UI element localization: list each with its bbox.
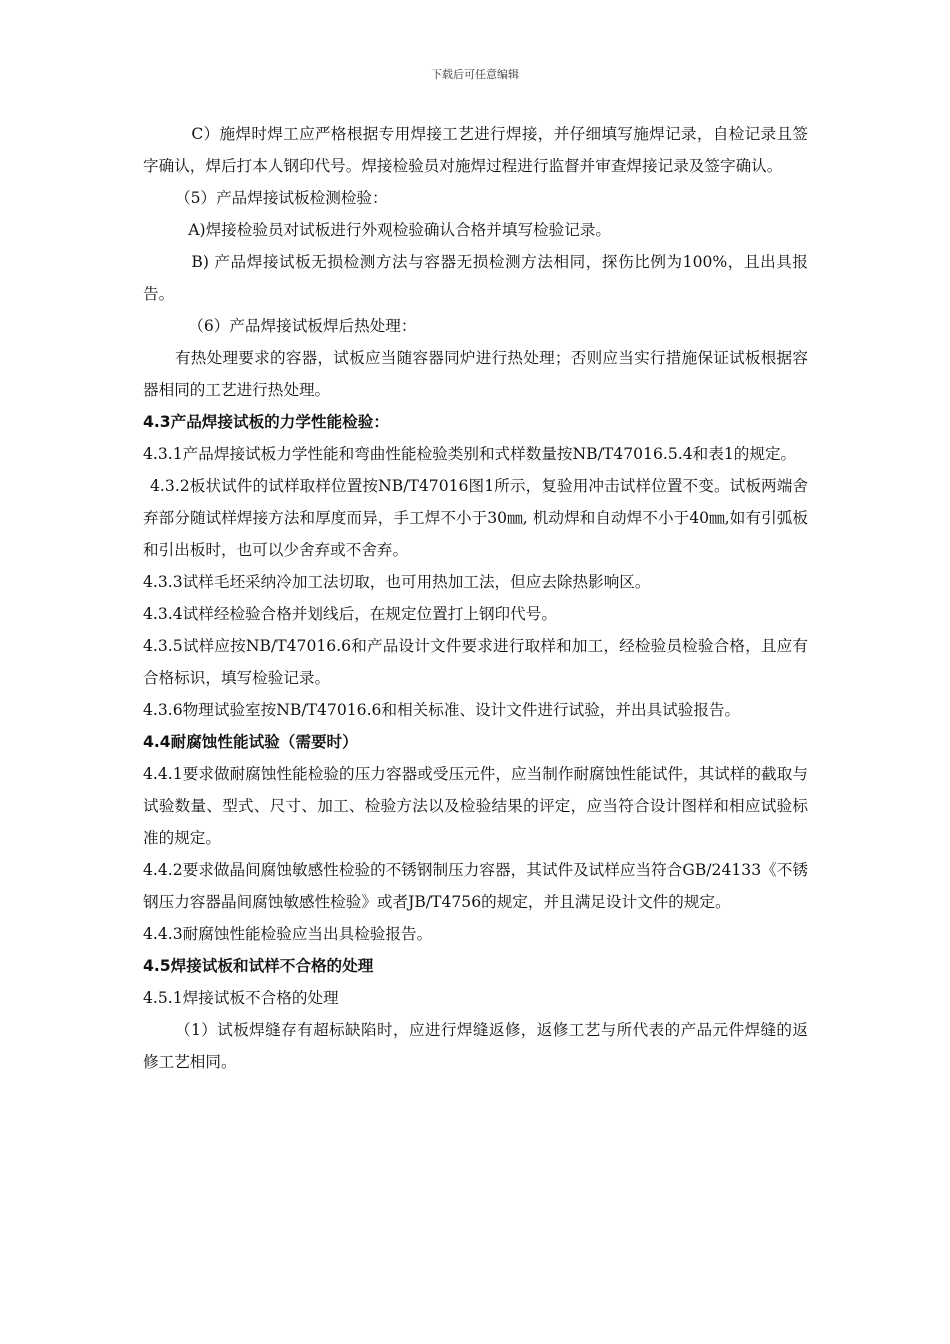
paragraph-6-heat-treatment: （6）产品焊接试板焊后热处理： [188,317,417,335]
paragraph-b-ndt: B) 产品焊接试板无损检测方法与容器无损检测方法相同，探伤比例为100%，且出具报告。 [143,253,808,303]
page-header: 下载后可任意编辑 [431,68,519,81]
paragraph-4-4-3: 4.4.3耐腐蚀性能检验应当出具检验报告。 [143,925,433,943]
paragraph-4-5-1-item-1: （1）试板焊缝存有超标缺陷时，应进行焊缝返修，返修工艺与所代表的产品元件焊缝的返修工艺相同。 [143,1021,808,1071]
paragraph-4-5-1: 4.5.1焊接试板不合格的处理 [143,989,339,1007]
section-heading-4-5: 4.5焊接试板和试样不合格的处理 [143,957,374,975]
paragraph-4-3-2: 4.3.2板状试件的试样取样位置按NB/T47016图1所示，复验用冲击试样位置不变。试板两端舍弃部分随试样焊接方法和厚度而异，手工焊不小于30㎜, 机动焊和自动焊不小于40㎜,如有引弧板和引出板时，也可以少舍弃或不舍弃。 [143,477,808,559]
paragraph-5-inspection: （5）产品焊接试板检测检验： [174,189,388,207]
document-body [143,118,808,1078]
paragraph-4-4-2: 4.4.2要求做晶间腐蚀敏感性检验的不锈钢制压力容器，其试件及试样应当符合GB/24133《不锈钢压力容器晶间腐蚀敏感性检验》或者JB/T4756的规定，并且满足设计文件的规定。 [143,861,808,911]
paragraph-a-visual-inspection: A)焊接检验员对试板进行外观检验确认合格并填写检验记录。 [188,221,612,239]
paragraph-4-3-3: 4.3.3试样毛坯采纳冷加工法切取，也可用热加工法，但应去除热影响区。 [143,573,651,591]
paragraph-heat-treatment-detail: 有热处理要求的容器，试板应当随容器同炉进行热处理；否则应当实行措施保证试板根据容器相同的工艺进行热处理。 [143,349,808,399]
paragraph-c-welding-process: C）施焊时焊工应严格根据专用焊接工艺进行焊接，并仔细填写施焊记录，自检记录且签字确认，焊后打本人钢印代号。焊接检验员对施焊过程进行监督并审查焊接记录及签字确认。 [143,125,808,175]
paragraph-4-4-1: 4.4.1要求做耐腐蚀性能检验的压力容器或受压元件，应当制作耐腐蚀性能试件，其试样的截取与试验数量、型式、尺寸、加工、检验方法以及检验结果的评定，应当符合设计图样和相应试验标准的规定。 [143,765,808,847]
paragraph-4-3-6: 4.3.6物理试验室按NB/T47016.6和相关标准、设计文件进行试验，并出具试验报告。 [143,701,741,719]
paragraph-4-3-5: 4.3.5试样应按NB/T47016.6和产品设计文件要求进行取样和加工，经检验员检验合格，且应有合格标识，填写检验记录。 [143,637,808,687]
paragraph-4-3-1: 4.3.1产品焊接试板力学性能和弯曲性能检验类别和式样数量按NB/T47016.5.4和表1的规定。 [143,445,797,463]
section-heading-4-4: 4.4耐腐蚀性能试验（需要时） [143,733,358,751]
section-heading-4-3: 4.3产品焊接试板的力学性能检验： [143,413,389,431]
paragraph-4-3-4: 4.3.4试样经检验合格并划线后，在规定位置打上钢印代号。 [143,605,557,623]
